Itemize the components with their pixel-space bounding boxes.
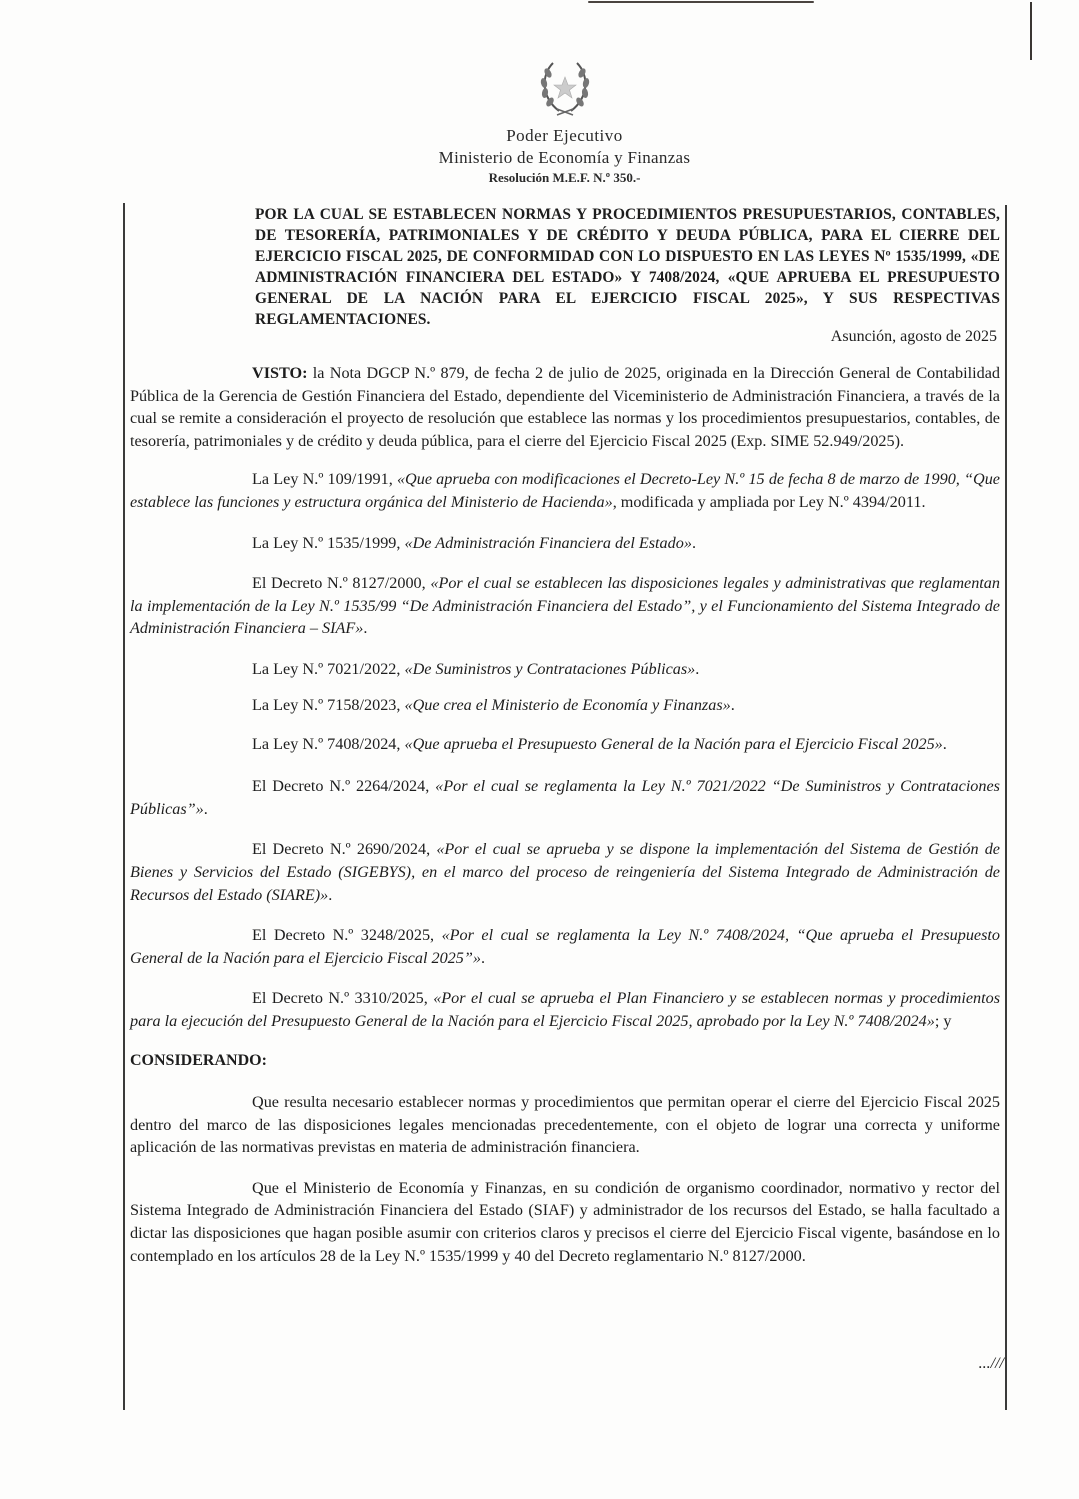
reference-item: La Ley N.º 109/1991, «Que aprueba con modificaciones el Decreto-Ley N.º 15 de fecha 8 de marzo de 1990, “Que establece las funciones y estructura orgánica del Ministerio de Hacienda», modificada y ampliada por Ley N.º 4394/2011. xyxy=(130,470,1000,511)
reference-item: El Decreto N.º 2264/2024, «Por el cual se reglamenta la Ley N.º 7021/2022 “De Suministros y Contrataciones Públicas”». xyxy=(130,777,1000,818)
right-margin-rule xyxy=(1005,205,1007,1410)
reference-item: El Decreto N.º 8127/2000, «Por el cual se establecen las disposiciones legales y administrativas que reglamentan la implementación de la Ley N.º 1535/99 “De Administración Financiera del Estado”, y el Funcionamiento del Sistema Integrado de Administración Financiera – SIAF». xyxy=(130,574,1000,638)
resolution-title: POR LA CUAL SE ESTABLECEN NORMAS Y PROCEDIMIENTOS PRESUPUESTARIOS, CONTABLES, DE TESORERÍA, PATRIMONIALES Y DE CRÉDITO Y DEUDA PÚBLICA, PARA EL CIERRE DEL EJERCICIO FISCAL 2025, DE CONFORMIDAD CON LO DISPUESTO EN LAS LEYES Nº 1535/1999, «DE ADMINISTRACIÓN FINANCIERA DEL ESTADO» Y 7408/2024, «QUE APRUEBA EL PRESUPUESTO GENERAL DE LA NACIÓN PARA EL EJERCICIO FISCAL 2025», Y SUS RESPECTIVAS REGLAMENTACIONES. xyxy=(255,206,1000,328)
considerando-heading: CONSIDERANDO: xyxy=(130,1052,267,1070)
resolution-number: Resolución M.E.F. N.º 350.- xyxy=(488,170,641,185)
visto-text: la Nota DGCP N.º 879, de fecha 2 de julio de 2025, originada en la Dirección General de Contabilidad Pública de la Gerencia de Gestión Financiera del Estado, dependiente del Viceministerio de Administración Financiera, a través de la cual se remite a consideración el proyecto de resolución que establece las normas y los procedimientos presupuestarios, contables, de tesorería, patrimoniales y de crédito y deuda pública, para el cierre del Ejercicio Fiscal 2025 (Exp. SIME 52.949/2025). xyxy=(130,364,1000,450)
reference-item: El Decreto N.º 3248/2025, «Por el cual se reglamenta la Ley N.º 7408/2024, “Que aprueba el Presupuesto General de la Nación para el Ejercicio Fiscal 2025”». xyxy=(130,926,1000,967)
scan-edge-top xyxy=(588,1,814,3)
reference-item: La Ley N.º 7408/2024, «Que aprueba el Presupuesto General de la Nación para el Ejercicio Fiscal 2025». xyxy=(252,735,947,754)
executive-branch-label: Poder Ejecutivo xyxy=(506,126,623,145)
coat-of-arms-icon xyxy=(535,55,595,123)
scan-edge-right xyxy=(1030,2,1032,60)
considerando-paragraph: Que el Ministerio de Economía y Finanzas, en su condición de organismo coordinador, normativo y rector del Sistema Integrado de Administración Financiera del Estado (SIAF) y administrador de los recursos del Estado, se halla facultado a dictar las disposiciones que hagan posible asumir con criterios claros y precisos el cierre del Ejercicio Fiscal vigente, basándose en lo contemplado en los artículos 28 de la Ley N.º 1535/1999 y 40 del Decreto reglamentario N.º 8127/2000. xyxy=(130,1178,1000,1265)
visto-paragraph xyxy=(130,362,1000,452)
document-body xyxy=(130,362,1000,1267)
reference-item: El Decreto N.º 3310/2025, «Por el cual se aprueba el Plan Financiero y se establecen normas y procedimientos para la ejecución del Presupuesto General de la Nación para el Ejercicio Fiscal 2025, aprobado por la Ley N.º 7408/2024»; y xyxy=(130,989,1000,1030)
reference-item: La Ley N.º 7158/2023, «Que crea el Ministerio de Economía y Finanzas». xyxy=(252,695,735,714)
reference-item: La Ley N.º 7021/2022, «De Suministros y Contrataciones Públicas». xyxy=(252,659,700,678)
visto-label: VISTO: xyxy=(252,364,308,382)
ministry-name: Ministerio de Economía y Finanzas xyxy=(438,148,691,167)
place-and-date: Asunción, agosto de 2025 xyxy=(830,328,997,345)
considerando-paragraph: Que resulta necesario establecer normas y procedimientos que permitan operar el cierre del Ejercicio Fiscal 2025 dentro del marco de las disposiciones legales mencionadas precedentemente, con el objeto de lograr una correcta y uniforme aplicación de las normativas previstas en materia de administración financiera. xyxy=(130,1093,1000,1157)
document-header xyxy=(0,55,1079,187)
continuation-mark: .../// xyxy=(978,1355,1004,1372)
reference-item: La Ley N.º 1535/1999, «De Administración Financiera del Estado». xyxy=(252,533,696,552)
reference-item: El Decreto N.º 2690/2024, «Por el cual se aprueba y se dispone la implementación del Sistema de Gestión de Bienes y Servicios del Estado (SIGEBYS), en el marco del proceso de reingeniería del Sistema Integrado de Administración de Recursos del Estado (SIARE)». xyxy=(130,840,1000,904)
left-margin-rule xyxy=(123,203,125,1410)
